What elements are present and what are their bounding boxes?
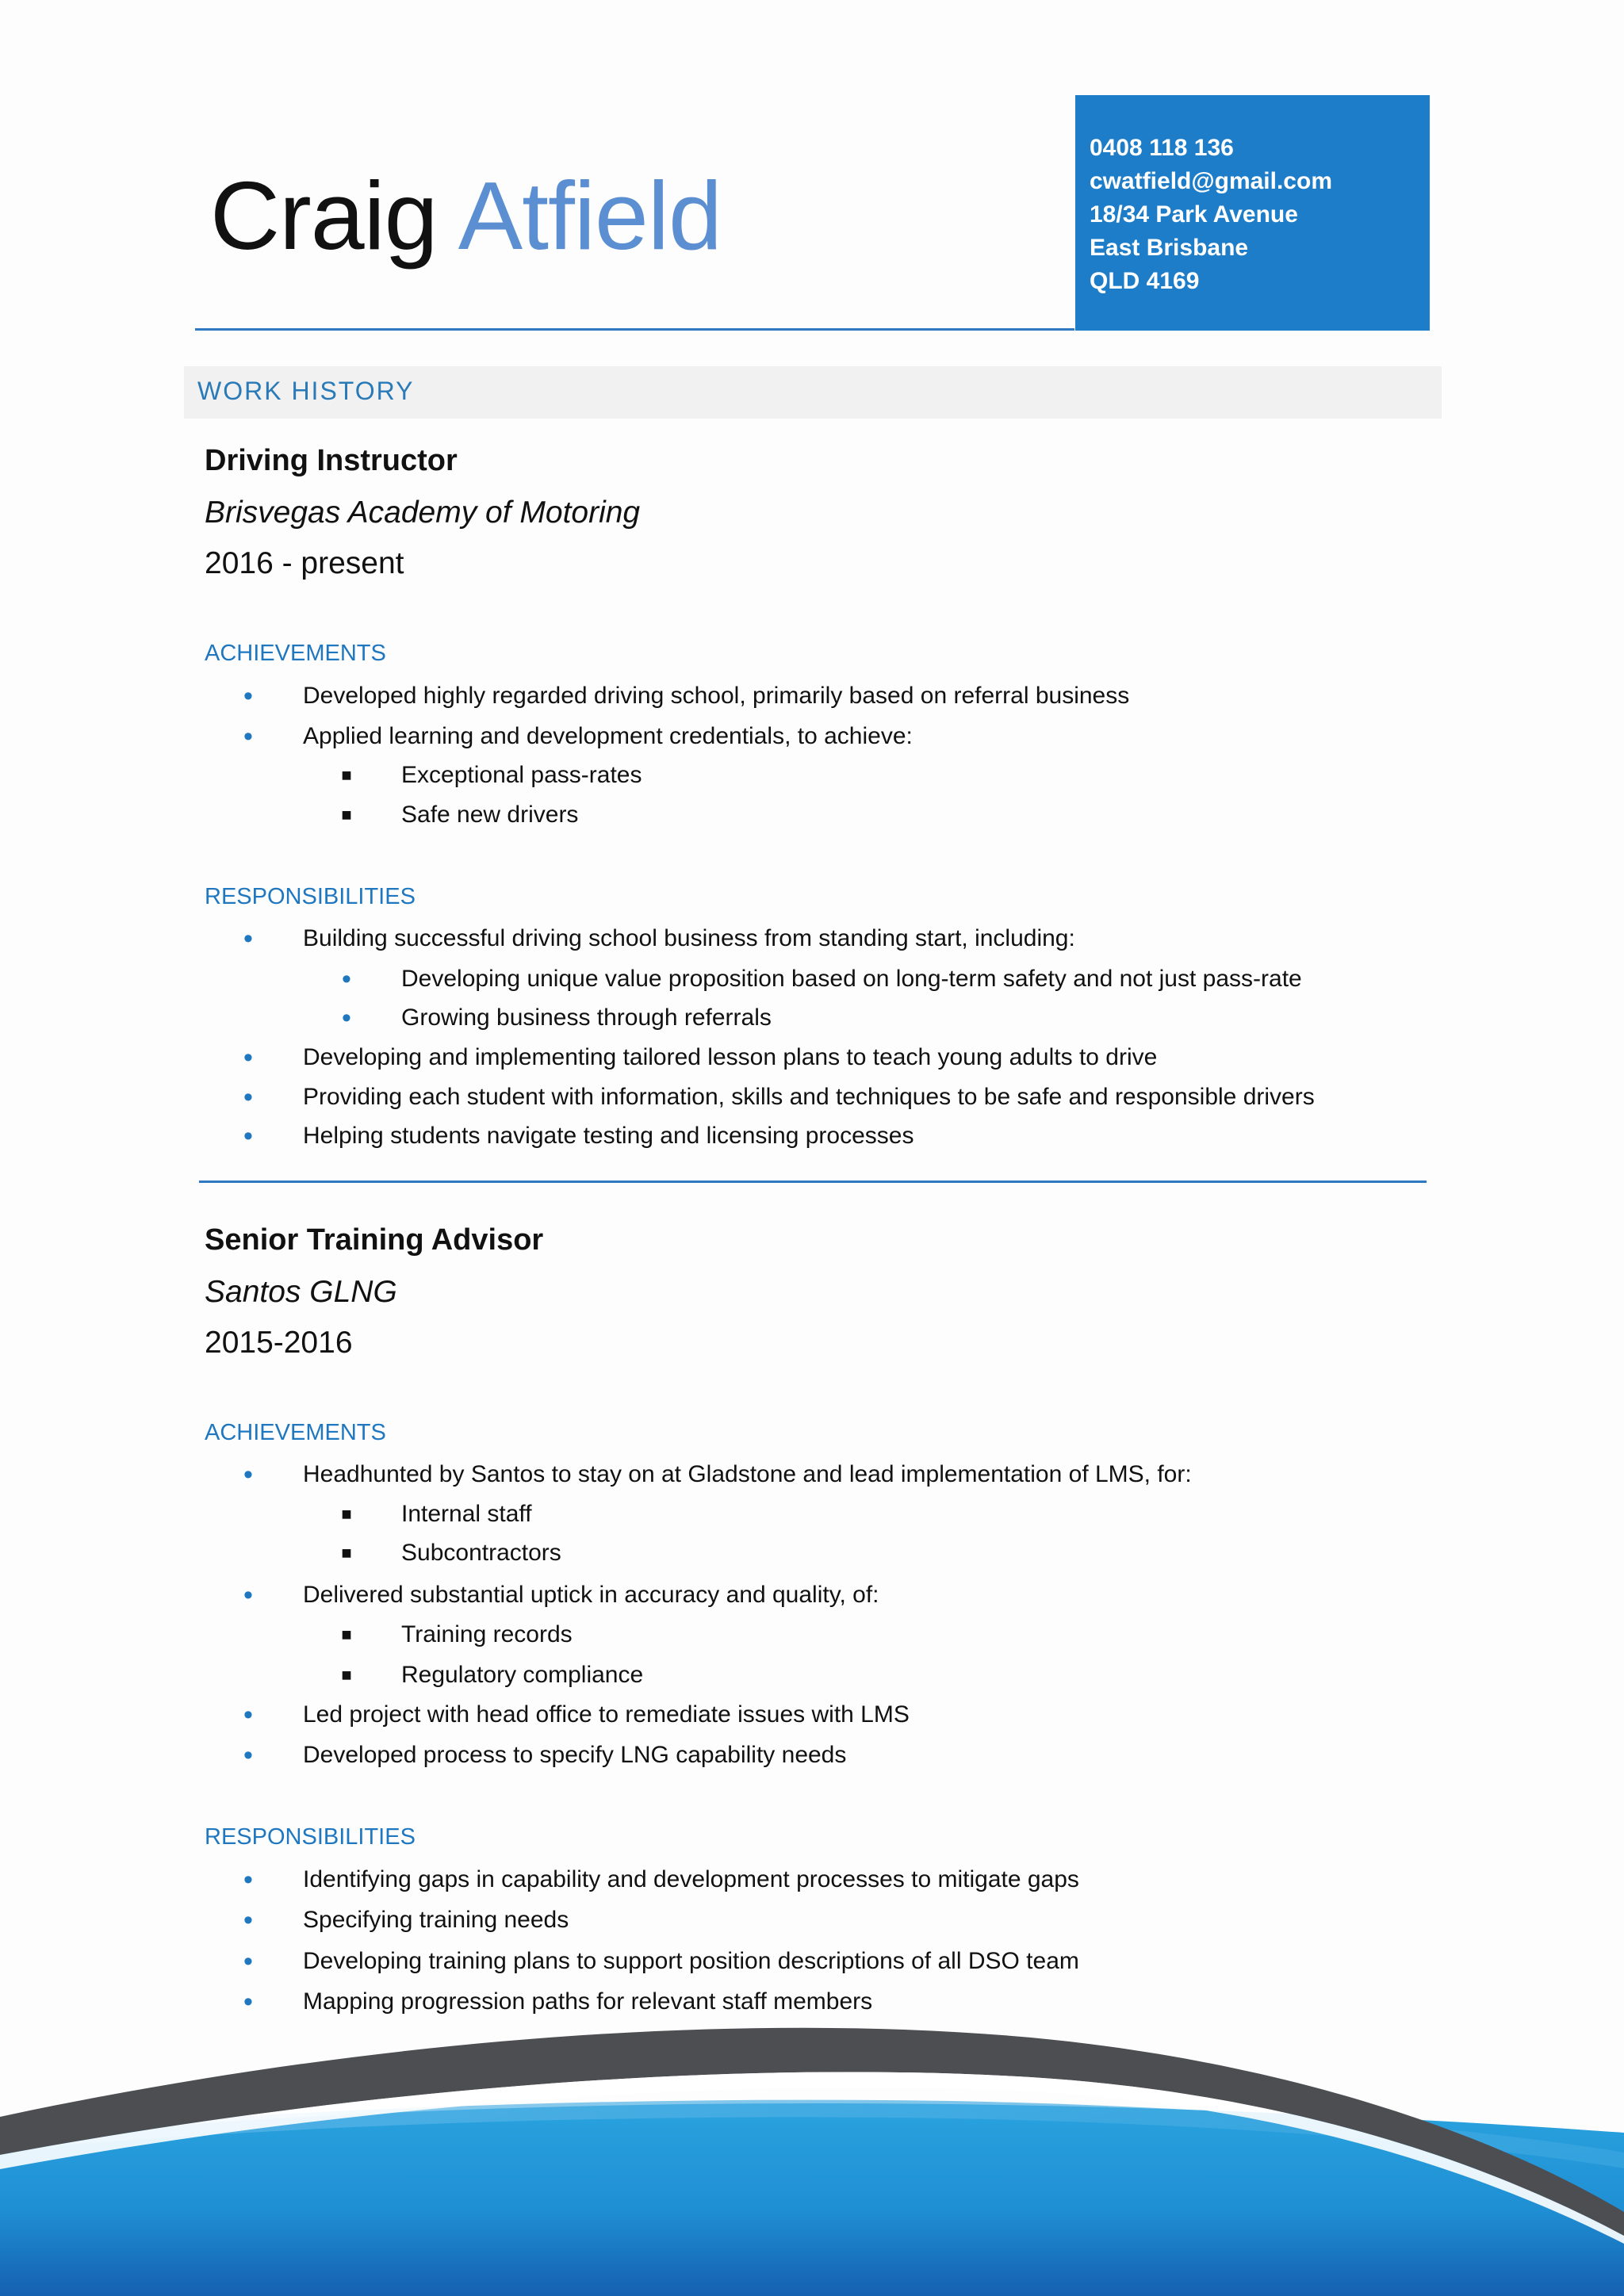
achievements-heading: ACHIEVEMENTS: [205, 1420, 386, 1445]
header-divider: [195, 328, 1074, 331]
list-item: • Delivered substantial uptick in accuracy and quality, of:: [303, 1579, 879, 1611]
bullet-dot-icon: •: [243, 1580, 253, 1610]
bullet-dot-icon: •: [243, 1905, 253, 1935]
bullet-dot-icon: •: [243, 1865, 253, 1895]
bullet-square-icon: ■: [341, 1504, 352, 1524]
bullet-dot-icon: •: [342, 964, 351, 994]
bullet-square-icon: ■: [341, 1543, 352, 1563]
section-title-work-history: WORK HISTORY: [197, 377, 415, 405]
list-item: • Developed process to specify LNG capability needs: [303, 1739, 846, 1771]
list-item: • Identifying gaps in capability and development processes to mitigate gaps: [303, 1864, 1079, 1896]
bullet-dot-icon: •: [243, 1700, 253, 1730]
list-item: • Developing training plans to support position descriptions of all DSO team: [303, 1946, 1079, 1977]
bullet-dot-icon: •: [243, 1121, 253, 1151]
achievements-heading: ACHIEVEMENTS: [205, 641, 386, 666]
last-name: Atfield: [458, 162, 722, 270]
job-years: 2016 - present: [205, 546, 404, 580]
list-item: • Providing each student with information, skills and techniques to be safe and responsible drivers: [303, 1081, 1315, 1113]
list-item: • Developed highly regarded driving school, primarily based on referral business: [303, 680, 1129, 712]
bullet-dot-icon: •: [243, 924, 253, 954]
bullet-dot-icon: •: [342, 1003, 351, 1033]
list-item: ■ Regulatory compliance: [401, 1659, 643, 1691]
job-company: Santos GLNG: [205, 1275, 397, 1309]
responsibilities-heading: RESPONSIBILITIES: [205, 884, 416, 909]
contact-street: 18/34 Park Avenue: [1090, 201, 1298, 228]
bullet-dot-icon: •: [243, 681, 253, 711]
contact-phone: 0408 118 136: [1090, 135, 1234, 161]
job-title: Driving Instructor: [205, 444, 458, 477]
job-title: Senior Training Advisor: [205, 1223, 544, 1257]
bullet-dot-icon: •: [243, 721, 253, 752]
contact-suburb: East Brisbane: [1090, 235, 1249, 261]
list-item: • Headhunted by Santos to stay on at Gladstone and lead implementation of LMS, for:: [303, 1459, 1192, 1490]
candidate-name: [210, 152, 722, 279]
list-item: • Mapping progression paths for relevant staff members: [303, 1986, 872, 2018]
list-item: ■ Internal staff: [401, 1498, 532, 1530]
job-years: 2015-2016: [205, 1326, 353, 1360]
job-entry: [205, 440, 1442, 1151]
list-item: ■ Exceptional pass-rates: [401, 760, 642, 791]
bullet-dot-icon: •: [243, 1987, 253, 2017]
list-item: • Applied learning and development credentials, to achieve:: [303, 721, 913, 752]
bullet-square-icon: ■: [341, 1624, 352, 1644]
job-company: Brisvegas Academy of Motoring: [205, 496, 641, 530]
list-item: • Helping students navigate testing and licensing processes: [303, 1120, 914, 1152]
job-divider: [199, 1181, 1427, 1183]
footer-wave-graphic: [0, 2014, 1624, 2296]
bullet-dot-icon: •: [243, 1946, 253, 1976]
list-item: • Specifying training needs: [303, 1904, 569, 1936]
list-item: • Led project with head office to remediate issues with LMS: [303, 1699, 910, 1731]
list-item: ■ Training records: [401, 1619, 573, 1651]
contact-box: [1075, 95, 1430, 331]
bullet-dot-icon: •: [243, 1043, 253, 1073]
job-entry: [205, 1219, 1442, 2017]
list-item: • Developing unique value proposition based on long-term safety and not just pass-rate: [401, 963, 1302, 995]
contact-email: cwatfield@gmail.com: [1090, 168, 1332, 194]
bullet-dot-icon: •: [243, 1740, 253, 1770]
list-item: • Growing business through referrals: [401, 1002, 772, 1034]
list-item: ■ Subcontractors: [401, 1537, 561, 1569]
bullet-dot-icon: •: [243, 1460, 253, 1490]
responsibilities-heading: RESPONSIBILITIES: [205, 1824, 416, 1850]
list-item: • Developing and implementing tailored lesson plans to teach young adults to drive: [303, 1042, 1157, 1073]
list-item: ■ Safe new drivers: [401, 799, 578, 831]
bullet-square-icon: ■: [341, 1665, 352, 1685]
bullet-square-icon: ■: [341, 805, 352, 825]
list-item: • Building successful driving school business from standing start, including:: [303, 923, 1075, 955]
contact-state-postcode: QLD 4169: [1090, 268, 1200, 294]
bullet-dot-icon: •: [243, 1082, 253, 1112]
first-name: Craig: [210, 162, 438, 270]
bullet-square-icon: ■: [341, 765, 352, 785]
